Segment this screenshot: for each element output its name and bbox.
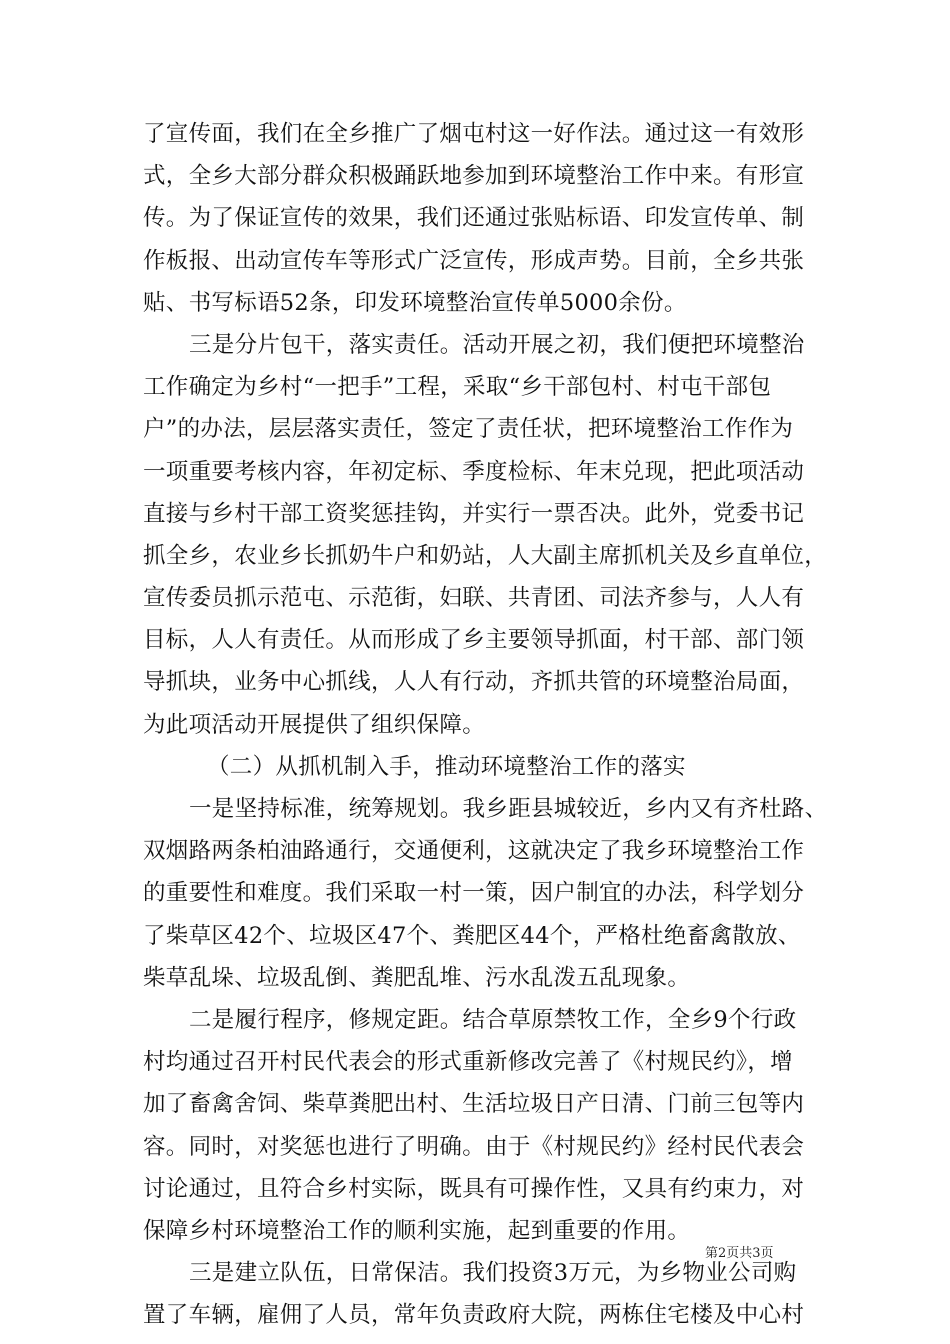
- text-line: 容。同时，对奖惩也进行了明确。由于《村规民约》经村民代表会: [143, 1133, 805, 1160]
- text-line: 讨论通过，且符合乡村实际，既具有可操作性，又具有约束力，对: [143, 1175, 805, 1202]
- text-line: 置了车辆，雇佣了人员，常年负责政府大院，两栋住宅楼及中心村: [143, 1302, 805, 1329]
- text-line: 为此项活动开展提供了组织保障。: [143, 711, 486, 738]
- text-line: 式，全乡大部分群众积极踊跃地参加到环境整治工作中来。有形宣: [143, 163, 805, 190]
- text-line: 目标，人人有责任。从而形成了乡主要领导抓面，村干部、部门领: [143, 627, 805, 654]
- text-line: 户”的办法，层层落实责任，签定了责任状，把环境整治工作作为: [143, 416, 794, 443]
- paragraph-start-line: 一是坚持标准，统筹规划。我乡距县城较近，乡内又有齐杜路、: [189, 796, 828, 822]
- text-line: 了宣传面，我们在全乡推广了烟屯村这一好作法。通过这一有效形: [143, 121, 805, 147]
- paragraph-start-line: 三是建立队伍，日常保洁。我们投资3万元，为乡物业公司购: [189, 1260, 797, 1287]
- text-line: 导抓块，业务中心抓线，人人有行动，齐抓共管的环境整治局面，: [143, 669, 805, 696]
- section-heading: （二）从抓机制入手，推动环境整治工作的落实: [207, 753, 686, 780]
- paragraph-start-line: 二是履行程序，修规定距。结合草原禁牧工作，全乡9个行政: [189, 1006, 797, 1033]
- text-line: 贴、书写标语52条，印发环境整治宣传单5000余份。: [143, 289, 687, 316]
- paragraph-start-line: 三是分片包干，落实责任。活动开展之初，我们便把环境整治: [189, 331, 805, 358]
- text-line: 宣传委员抓示范屯、示范街，妇联、共青团、司法齐参与，人人有: [143, 585, 805, 612]
- text-line: 柴草乱垛、垃圾乱倒、粪肥乱堆、污水乱泼五乱现象。: [143, 964, 691, 991]
- text-line: 加了畜禽舍饲、柴草粪肥出村、生活垃圾日产日清、门前三包等内: [143, 1091, 805, 1118]
- text-line: 一项重要考核内容，年初定标、季度检标、年末兑现，把此项活动: [143, 458, 805, 485]
- text-line: 了柴草区42个、垃圾区47个、粪肥区44个，严格杜绝畜禽散放、: [143, 922, 801, 949]
- text-line: 作板报、出动宣传车等形式广泛宣传，形成声势。目前，全乡共张: [143, 247, 805, 274]
- text-line: 抓全乡，农业乡长抓奶牛户和奶站，人大副主席抓机关及乡直单位，: [143, 542, 828, 569]
- text-line: 双烟路两条柏油路通行，交通便利，这就决定了我乡环境整治工作: [143, 838, 805, 865]
- text-line: 的重要性和难度。我们采取一村一策，因户制宜的办法，科学划分: [143, 880, 805, 907]
- body-text: [143, 113, 828, 1336]
- text-line: 直接与乡村干部工资奖惩挂钩，并实行一票否决。此外，党委书记: [143, 500, 805, 527]
- page-number-footer: 第2页共3页: [705, 1246, 774, 1261]
- text-line: 工作确定为乡村“一把手”工程，采取“乡干部包村、村屯干部包: [143, 374, 772, 401]
- text-line: 传。为了保证宣传的效果，我们还通过张贴标语、印发宣传单、制: [143, 205, 805, 232]
- text-line: 保障乡村环境整治工作的顺利实施，起到重要的作用。: [143, 1217, 691, 1244]
- text-line: 村均通过召开村民代表会的形式重新修改完善了《村规民约》，增: [143, 1049, 793, 1076]
